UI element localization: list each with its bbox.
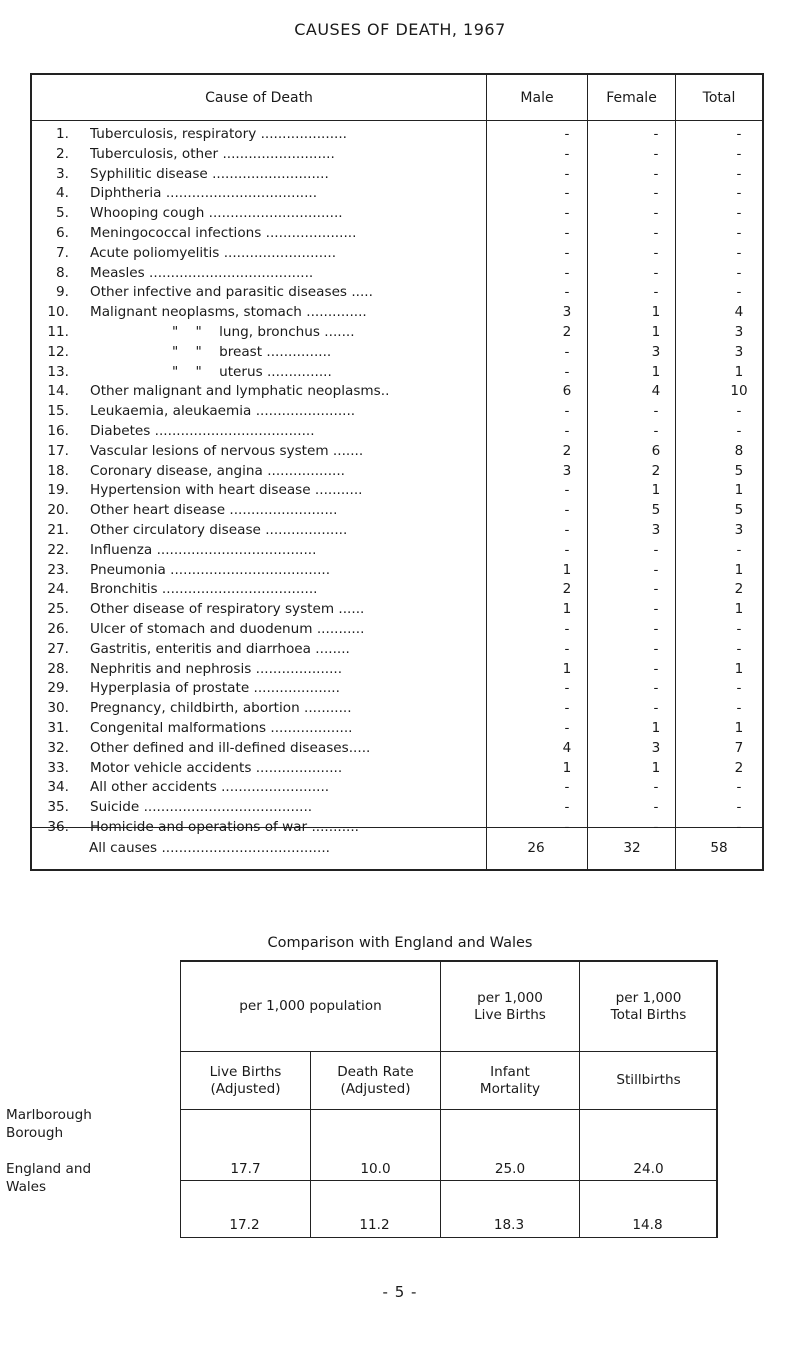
all-causes-male: 26 [527, 840, 545, 856]
total-count: 2 [734, 581, 744, 598]
female-count: - [653, 205, 659, 222]
total-count: - [736, 779, 742, 796]
total-count: - [736, 620, 742, 637]
female-count: - [653, 126, 659, 142]
male-count: 1 [562, 601, 572, 618]
cause-label: Bronchitis .................................... [90, 581, 318, 598]
cause-label: " " lung, bronchus ....... [172, 323, 355, 340]
row-number: 19. [47, 482, 69, 499]
table-row [32, 739, 762, 759]
total-count: - [736, 165, 742, 182]
table-row [32, 521, 762, 541]
row-number: 21. [47, 521, 69, 538]
cause-label: Suicide ....................................... [90, 799, 313, 816]
row-number: 17. [47, 442, 69, 459]
table-row [32, 244, 762, 264]
marlborough-death-rate: 10.0 [360, 1161, 391, 1177]
total-count: - [736, 541, 742, 558]
cause-rows [32, 125, 762, 838]
total-count: - [736, 244, 742, 261]
comparison-title: Comparison with England and Wales [267, 935, 533, 951]
male-count: - [564, 620, 570, 637]
male-count: - [564, 502, 570, 519]
all-causes-female: 32 [623, 840, 641, 856]
row-number: 6. [56, 224, 69, 241]
total-count: 5 [734, 462, 744, 479]
female-count: - [653, 620, 659, 637]
male-count: - [564, 185, 570, 202]
marlborough-infant-mortality: 25.0 [494, 1161, 526, 1177]
row-number: 8. [56, 264, 69, 281]
page-title: CAUSES OF DEATH, 1967 [294, 20, 506, 39]
female-count: 3 [651, 521, 661, 538]
cause-label: Tuberculosis, respiratory .................... [90, 126, 347, 142]
female-count: - [653, 779, 659, 796]
page-number: - 5 - [382, 1283, 418, 1301]
row-number: 14. [47, 383, 69, 400]
total-count: 8 [734, 442, 744, 459]
row-number: 7. [56, 244, 69, 261]
header-female: Female [606, 89, 657, 106]
male-count: 3 [562, 304, 572, 321]
cause-label: Pregnancy, childbirth, abortion ........... [90, 700, 352, 717]
total-count: - [736, 818, 742, 835]
male-count: - [564, 719, 570, 736]
table-row [32, 501, 762, 521]
total-count: 7 [734, 739, 744, 756]
female-count: 1 [651, 482, 661, 499]
male-count: - [564, 541, 570, 558]
male-count: - [564, 818, 570, 835]
total-count: - [736, 264, 742, 281]
total-count: - [736, 799, 742, 816]
table-row [32, 719, 762, 739]
total-count: - [736, 145, 742, 162]
table-row [32, 343, 762, 363]
cause-label: Diabetes ..................................... [90, 422, 315, 439]
female-count: 1 [651, 363, 661, 380]
table-row [32, 382, 762, 402]
row-number: 20. [47, 502, 69, 519]
total-count: - [736, 422, 742, 439]
male-count: 2 [562, 442, 572, 459]
female-count: 3 [651, 343, 661, 360]
row-number: 28. [47, 660, 69, 677]
cause-label: " " uterus ............... [172, 363, 332, 380]
cause-label: Ulcer of stomach and duodenum ........... [90, 620, 365, 637]
female-count: 4 [651, 383, 661, 400]
row-number: 2. [56, 145, 69, 162]
col-header-live-births: Live Births (Adjusted) [209, 1063, 282, 1097]
male-count: 1 [562, 660, 572, 677]
cause-label: Nephritis and nephrosis .................... [90, 660, 343, 677]
female-count: - [653, 284, 659, 301]
table-row [32, 620, 762, 640]
male-count: 4 [562, 739, 572, 756]
col-header-infant-mortality: Infant Mortality [479, 1063, 541, 1097]
row-number: 22. [47, 541, 69, 558]
table-row [32, 283, 762, 303]
table-row [32, 303, 762, 323]
cause-label: Malignant neoplasms, stomach .............. [90, 304, 367, 321]
cause-label: Hyperplasia of prostate .................... [90, 680, 340, 697]
table-row [32, 204, 762, 224]
cause-label: Hypertension with heart disease ........... [90, 482, 363, 499]
total-count: - [736, 126, 742, 142]
cause-label: Coronary disease, angina .................. [90, 462, 345, 479]
cause-label: Syphilitic disease ........................... [90, 165, 329, 182]
cause-label: Meningococcal infections ..................... [90, 224, 357, 241]
row-number: 3. [56, 165, 69, 182]
female-count: - [653, 640, 659, 657]
table-row [32, 798, 762, 818]
cause-label: Homicide and operations of war ........... [90, 818, 360, 835]
row-number: 24. [47, 581, 69, 598]
total-count: 1 [734, 660, 744, 677]
male-count: - [564, 145, 570, 162]
total-count: - [736, 680, 742, 697]
total-count: 5 [734, 502, 744, 519]
row-number: 32. [47, 739, 69, 756]
cause-label: Congenital malformations ................... [90, 719, 353, 736]
female-count: - [653, 145, 659, 162]
ew-stillbirths: 14.8 [632, 1217, 663, 1233]
cause-label: Whooping cough ............................... [90, 205, 343, 222]
male-count: - [564, 640, 570, 657]
male-count: - [564, 403, 570, 420]
row-number: 31. [47, 719, 69, 736]
table-row [32, 679, 762, 699]
table-row [32, 699, 762, 719]
row-number: 33. [47, 759, 69, 776]
total-count: - [736, 284, 742, 301]
female-count: - [653, 561, 659, 578]
cause-label: Vascular lesions of nervous system ....... [90, 442, 364, 459]
female-count: 6 [651, 442, 661, 459]
cause-label: Tuberculosis, other .......................... [90, 145, 335, 162]
total-count: 10 [730, 383, 748, 400]
row-number: 4. [56, 185, 69, 202]
table-row [32, 561, 762, 581]
row-number: 18. [47, 462, 69, 479]
marlborough-live-births: 17.7 [230, 1161, 261, 1177]
row-number: 27. [47, 640, 69, 657]
row-number: 9. [56, 284, 69, 301]
row-number: 36. [47, 818, 69, 835]
col-header-death-rate: Death Rate (Adjusted) [337, 1063, 414, 1097]
female-count: - [653, 224, 659, 241]
row-number: 1. [56, 126, 69, 142]
row-number: 34. [47, 779, 69, 796]
group-header-live-births: per 1,000 Live Births [474, 989, 546, 1023]
ew-death-rate: 11.2 [359, 1217, 390, 1233]
header-cause: Cause of Death [205, 89, 313, 106]
cause-label: All other accidents ......................... [90, 779, 330, 796]
table-row [32, 264, 762, 284]
cause-label: Leukaemia, aleukaemia ....................... [90, 403, 356, 420]
header-divider [32, 120, 762, 121]
male-count: - [564, 264, 570, 281]
group-header-population: per 1,000 population [239, 998, 382, 1014]
total-count: 3 [734, 521, 744, 538]
row-number: 13. [47, 363, 69, 380]
total-count: - [736, 700, 742, 717]
cause-label: Other disease of respiratory system ...... [90, 601, 365, 618]
table-row [32, 165, 762, 185]
row-number: 29. [47, 680, 69, 697]
row-number: 15. [47, 403, 69, 420]
ew-spacer [181, 1181, 310, 1183]
male-count: - [564, 205, 570, 222]
table-row [32, 422, 762, 442]
female-count: 3 [651, 739, 661, 756]
male-count: - [564, 700, 570, 717]
male-count: 2 [562, 323, 572, 340]
total-count: 1 [734, 719, 744, 736]
total-count: 4 [734, 304, 744, 321]
female-count: - [653, 660, 659, 677]
table-row [32, 402, 762, 422]
female-count: - [653, 700, 659, 717]
female-count: - [653, 541, 659, 558]
male-count: - [564, 521, 570, 538]
male-count: 3 [562, 462, 572, 479]
male-count: - [564, 165, 570, 182]
header-male: Male [520, 89, 554, 106]
female-count: - [653, 601, 659, 618]
female-count: 1 [651, 719, 661, 736]
row-number: 11. [47, 323, 69, 340]
table-row [32, 184, 762, 204]
table-row [32, 224, 762, 244]
male-count: - [564, 126, 570, 142]
male-count: 1 [562, 561, 572, 578]
total-count: - [736, 640, 742, 657]
cause-label: Other infective and parasitic diseases ..... [90, 284, 373, 301]
table-row [32, 323, 762, 343]
male-count: - [564, 680, 570, 697]
cause-label: Other malignant and lymphatic neoplasms.. [90, 383, 390, 400]
row-number: 25. [47, 601, 69, 618]
table-row [32, 759, 762, 779]
total-count: 3 [734, 343, 744, 360]
female-count: 5 [651, 502, 661, 519]
table-row [32, 778, 762, 798]
all-causes-total: 58 [710, 840, 728, 856]
total-count: - [736, 185, 742, 202]
total-count: - [736, 403, 742, 420]
table-row [32, 462, 762, 482]
col-header-stillbirths: Stillbirths [616, 1072, 681, 1088]
male-count: - [564, 244, 570, 261]
female-count: 1 [651, 323, 661, 340]
total-count: 2 [734, 759, 744, 776]
cause-label: Other circulatory disease ................... [90, 521, 348, 538]
cause-label: Influenza ..................................... [90, 541, 317, 558]
female-count: - [653, 185, 659, 202]
all-causes-row [32, 827, 762, 869]
table-row [32, 363, 762, 383]
table-row [32, 442, 762, 462]
row-number: 10. [47, 304, 69, 321]
table-row [32, 481, 762, 501]
male-count: - [564, 284, 570, 301]
total-count: 1 [734, 363, 744, 380]
ew-live-births: 17.2 [229, 1217, 260, 1233]
male-count: - [564, 343, 570, 360]
cause-label: Other defined and ill-defined diseases..... [90, 739, 371, 756]
cause-label: Diphtheria ................................... [90, 185, 318, 202]
male-count: - [564, 422, 570, 439]
male-count: 2 [562, 581, 572, 598]
male-count: - [564, 799, 570, 816]
total-count: - [736, 205, 742, 222]
male-count: - [564, 363, 570, 380]
cause-label: Other heart disease ......................... [90, 502, 338, 519]
female-count: - [653, 422, 659, 439]
all-causes-label: All causes ....................................... [89, 840, 330, 856]
table-row [32, 660, 762, 680]
row-number: 23. [47, 561, 69, 578]
row-number: 16. [47, 422, 69, 439]
row-label-marlborough: Marlborough Borough [6, 1107, 92, 1141]
cause-label: " " breast ............... [172, 343, 332, 360]
total-count: 1 [734, 482, 744, 499]
header-total: Total [702, 89, 736, 106]
female-count: 1 [651, 304, 661, 321]
table-row [32, 580, 762, 600]
male-count: - [564, 779, 570, 796]
row-number: 30. [47, 700, 69, 717]
table-row [32, 600, 762, 620]
total-count: 1 [734, 601, 744, 618]
ew-infant-mortality: 18.3 [493, 1217, 525, 1233]
male-count: - [564, 482, 570, 499]
causes-of-death-table [30, 73, 764, 871]
row-number: 35. [47, 799, 69, 816]
cause-label: Measles ...................................... [90, 264, 314, 281]
female-count: - [653, 165, 659, 182]
row-number: 5. [56, 205, 69, 222]
male-count: - [564, 224, 570, 241]
comparison-table [180, 960, 718, 1184]
total-count: 3 [734, 323, 744, 340]
female-count: - [653, 818, 659, 835]
marlborough-stillbirths: 24.0 [633, 1161, 664, 1177]
male-count: 1 [562, 759, 572, 776]
table-row [32, 541, 762, 561]
table-row [32, 125, 762, 145]
cause-label: Acute poliomyelitis .......................... [90, 244, 337, 261]
female-count: - [653, 799, 659, 816]
female-count: 1 [651, 759, 661, 776]
female-count: - [653, 680, 659, 697]
female-count: 2 [651, 462, 661, 479]
female-count: - [653, 403, 659, 420]
cause-label: Gastritis, enteritis and diarrhoea ........ [90, 640, 350, 657]
female-count: - [653, 581, 659, 598]
cause-label: Motor vehicle accidents .................... [90, 759, 343, 776]
male-count: 6 [562, 383, 572, 400]
table-row [32, 145, 762, 165]
female-count: - [653, 244, 659, 261]
total-count: - [736, 224, 742, 241]
group-header-total-births: per 1,000 Total Births [610, 989, 687, 1023]
row-number: 12. [47, 343, 69, 360]
total-count: 1 [734, 561, 744, 578]
cause-label: Pneumonia ..................................... [90, 561, 331, 578]
row-number: 26. [47, 620, 69, 637]
female-count: - [653, 264, 659, 281]
table-row [32, 640, 762, 660]
row-label-england-wales: England and Wales [6, 1161, 92, 1195]
